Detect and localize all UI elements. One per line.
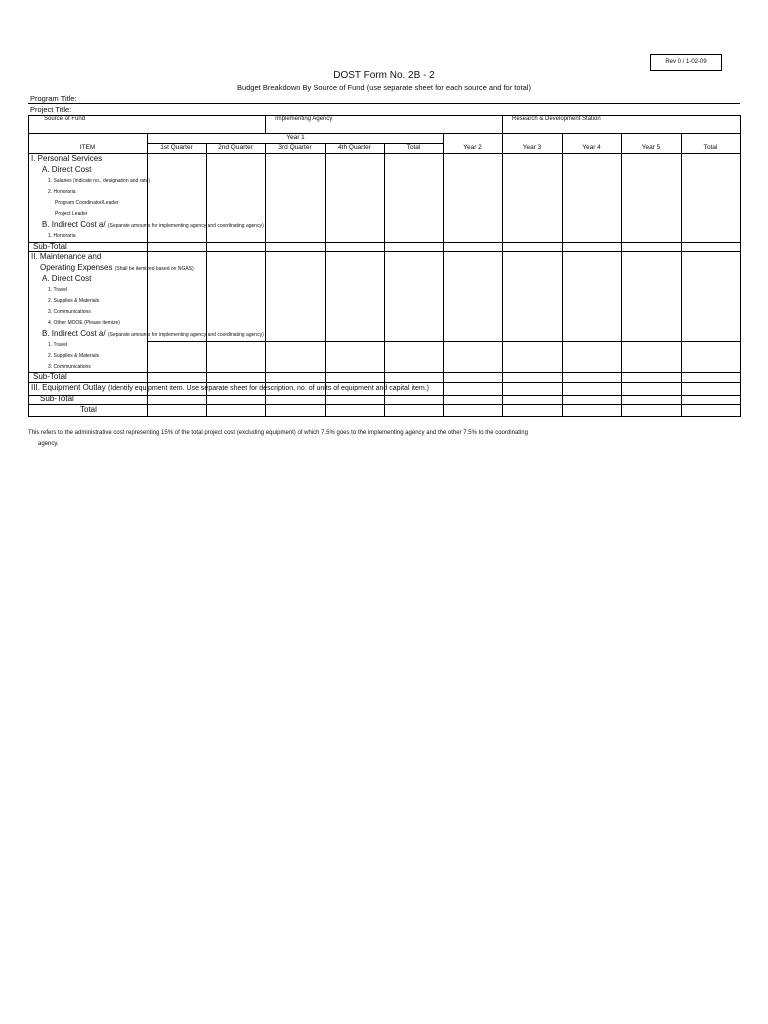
divider [621,133,622,416]
mooe-label-line2 [40,263,194,272]
rd-station-label: Research & Development Station [512,116,601,122]
divider [147,133,148,416]
table-border-bottom [28,416,741,417]
mooe-travel-label: 1. Travel [48,287,68,293]
divider [206,143,207,416]
divider [562,133,563,416]
divider [28,153,741,154]
mooe-direct-cost-label: A. Direct Cost [42,274,92,283]
divider [28,251,741,252]
q3-header: 3rd Quarter [278,144,312,151]
divider [443,133,444,416]
divider [681,133,682,416]
footnote-line2: agency. [38,441,59,447]
table-border-right [740,115,741,416]
equipment-outlay-note: (Identify equipment item. Use separate sheet for description, no. of units of equipment and capital item.) [107,385,429,392]
equipment-outlay-label [31,383,429,392]
year1-header: Year 1 [286,134,305,141]
divider [147,341,741,342]
form-number: DOST Form No. 2B - 2 [333,70,435,81]
mooe-indirect-note: (Separate amounts for implementing agency and coordinating agency) [107,332,264,338]
divider [265,115,266,133]
ps-indirect-note: (Separate amounts for implementing agency and coordinating agency) [107,223,264,229]
equipment-outlay-text: III. Equipment Outlay [31,383,106,392]
q2-header: 2nd Quarter [218,144,253,151]
personal-services-label: I. Personal Services [31,154,103,163]
mooe-label-line1: II. Maintenance and [31,252,102,261]
ps-subtotal-label: Sub-Total [33,242,67,251]
divider [265,143,266,416]
equipment-subtotal-label: Sub-Total [40,394,74,403]
mooe-communications-label: 3. Communications [48,309,91,315]
mooe-indirect-communications-label: 3. Communications [48,364,91,370]
ps-indirect-cost-text: B. Indirect Cost a/ [42,220,106,229]
mooe-indirect-supplies-label: 2. Supplies & Materials [48,353,100,359]
ps-direct-cost-label: A. Direct Cost [42,165,92,174]
footnote [28,428,728,450]
item-header: ITEM [79,144,96,151]
year5-header: Year 5 [641,144,661,151]
divider [502,115,503,133]
ps-honoraria-label: 2. Honoraria [48,189,76,195]
table-border-top [28,115,741,116]
implementing-agency-label: Implementing Agency [275,116,333,122]
table-border-left [28,115,29,416]
ps-program-leader-label: Program Coordinator/Leader [55,200,119,206]
mooe-label-text: Operating Expenses [40,263,113,272]
program-title-line [28,103,740,104]
year4-header: Year 4 [582,144,601,151]
mooe-note: (Shall be itemized based on NGAS) [114,266,194,272]
divider [28,372,741,373]
divider [502,133,503,416]
divider [28,242,741,243]
year1-total-header: Total [406,144,421,151]
project-title-label: Project Title: [30,105,72,114]
ps-indirect-cost-label [42,220,264,229]
divider [325,143,326,416]
mooe-indirect-cost-text: B. Indirect Cost a/ [42,329,106,338]
mooe-indirect-travel-label: 1. Travel [48,342,68,348]
mooe-indirect-cost-label [42,329,264,338]
mooe-subtotal-label: Sub-Total [33,372,67,381]
mooe-other-label: 4. Other MOOE (Please itemize) [48,320,120,326]
total-header: Total [703,144,718,151]
footnote-line1: This refers to the administrative cost representing 15% of the total project cost (excluding equipment) of which 7.5% goes to the implementing agency and the other 7.5% to the coordinating [28,430,528,436]
source-of-fund-label: Source of Fund [44,116,86,122]
ps-project-leader-label: Project Leader [55,211,88,217]
mooe-supplies-label: 2. Supplies & Materials [48,298,100,304]
year3-header: Year 3 [522,144,542,151]
ps-salaries-label: 1. Salaries (indicate no., designation and rate) [48,178,151,184]
grand-total-label: Total [80,405,97,414]
q4-header: 4th Quarter [338,144,371,151]
program-title-label: Program Title: [30,94,77,103]
revision-box: Rev 0 / 1-02-09 [650,54,722,71]
divider [28,395,741,396]
q1-header: 1st Quarter [160,144,193,151]
divider [28,404,741,405]
ps-indirect-honoraria-label: 1. Honoraria [48,233,76,239]
year2-header: Year 2 [463,144,482,151]
form-subtitle: Budget Breakdown By Source of Fund (use separate sheet for each source and for total) [237,83,531,92]
divider [384,143,385,416]
